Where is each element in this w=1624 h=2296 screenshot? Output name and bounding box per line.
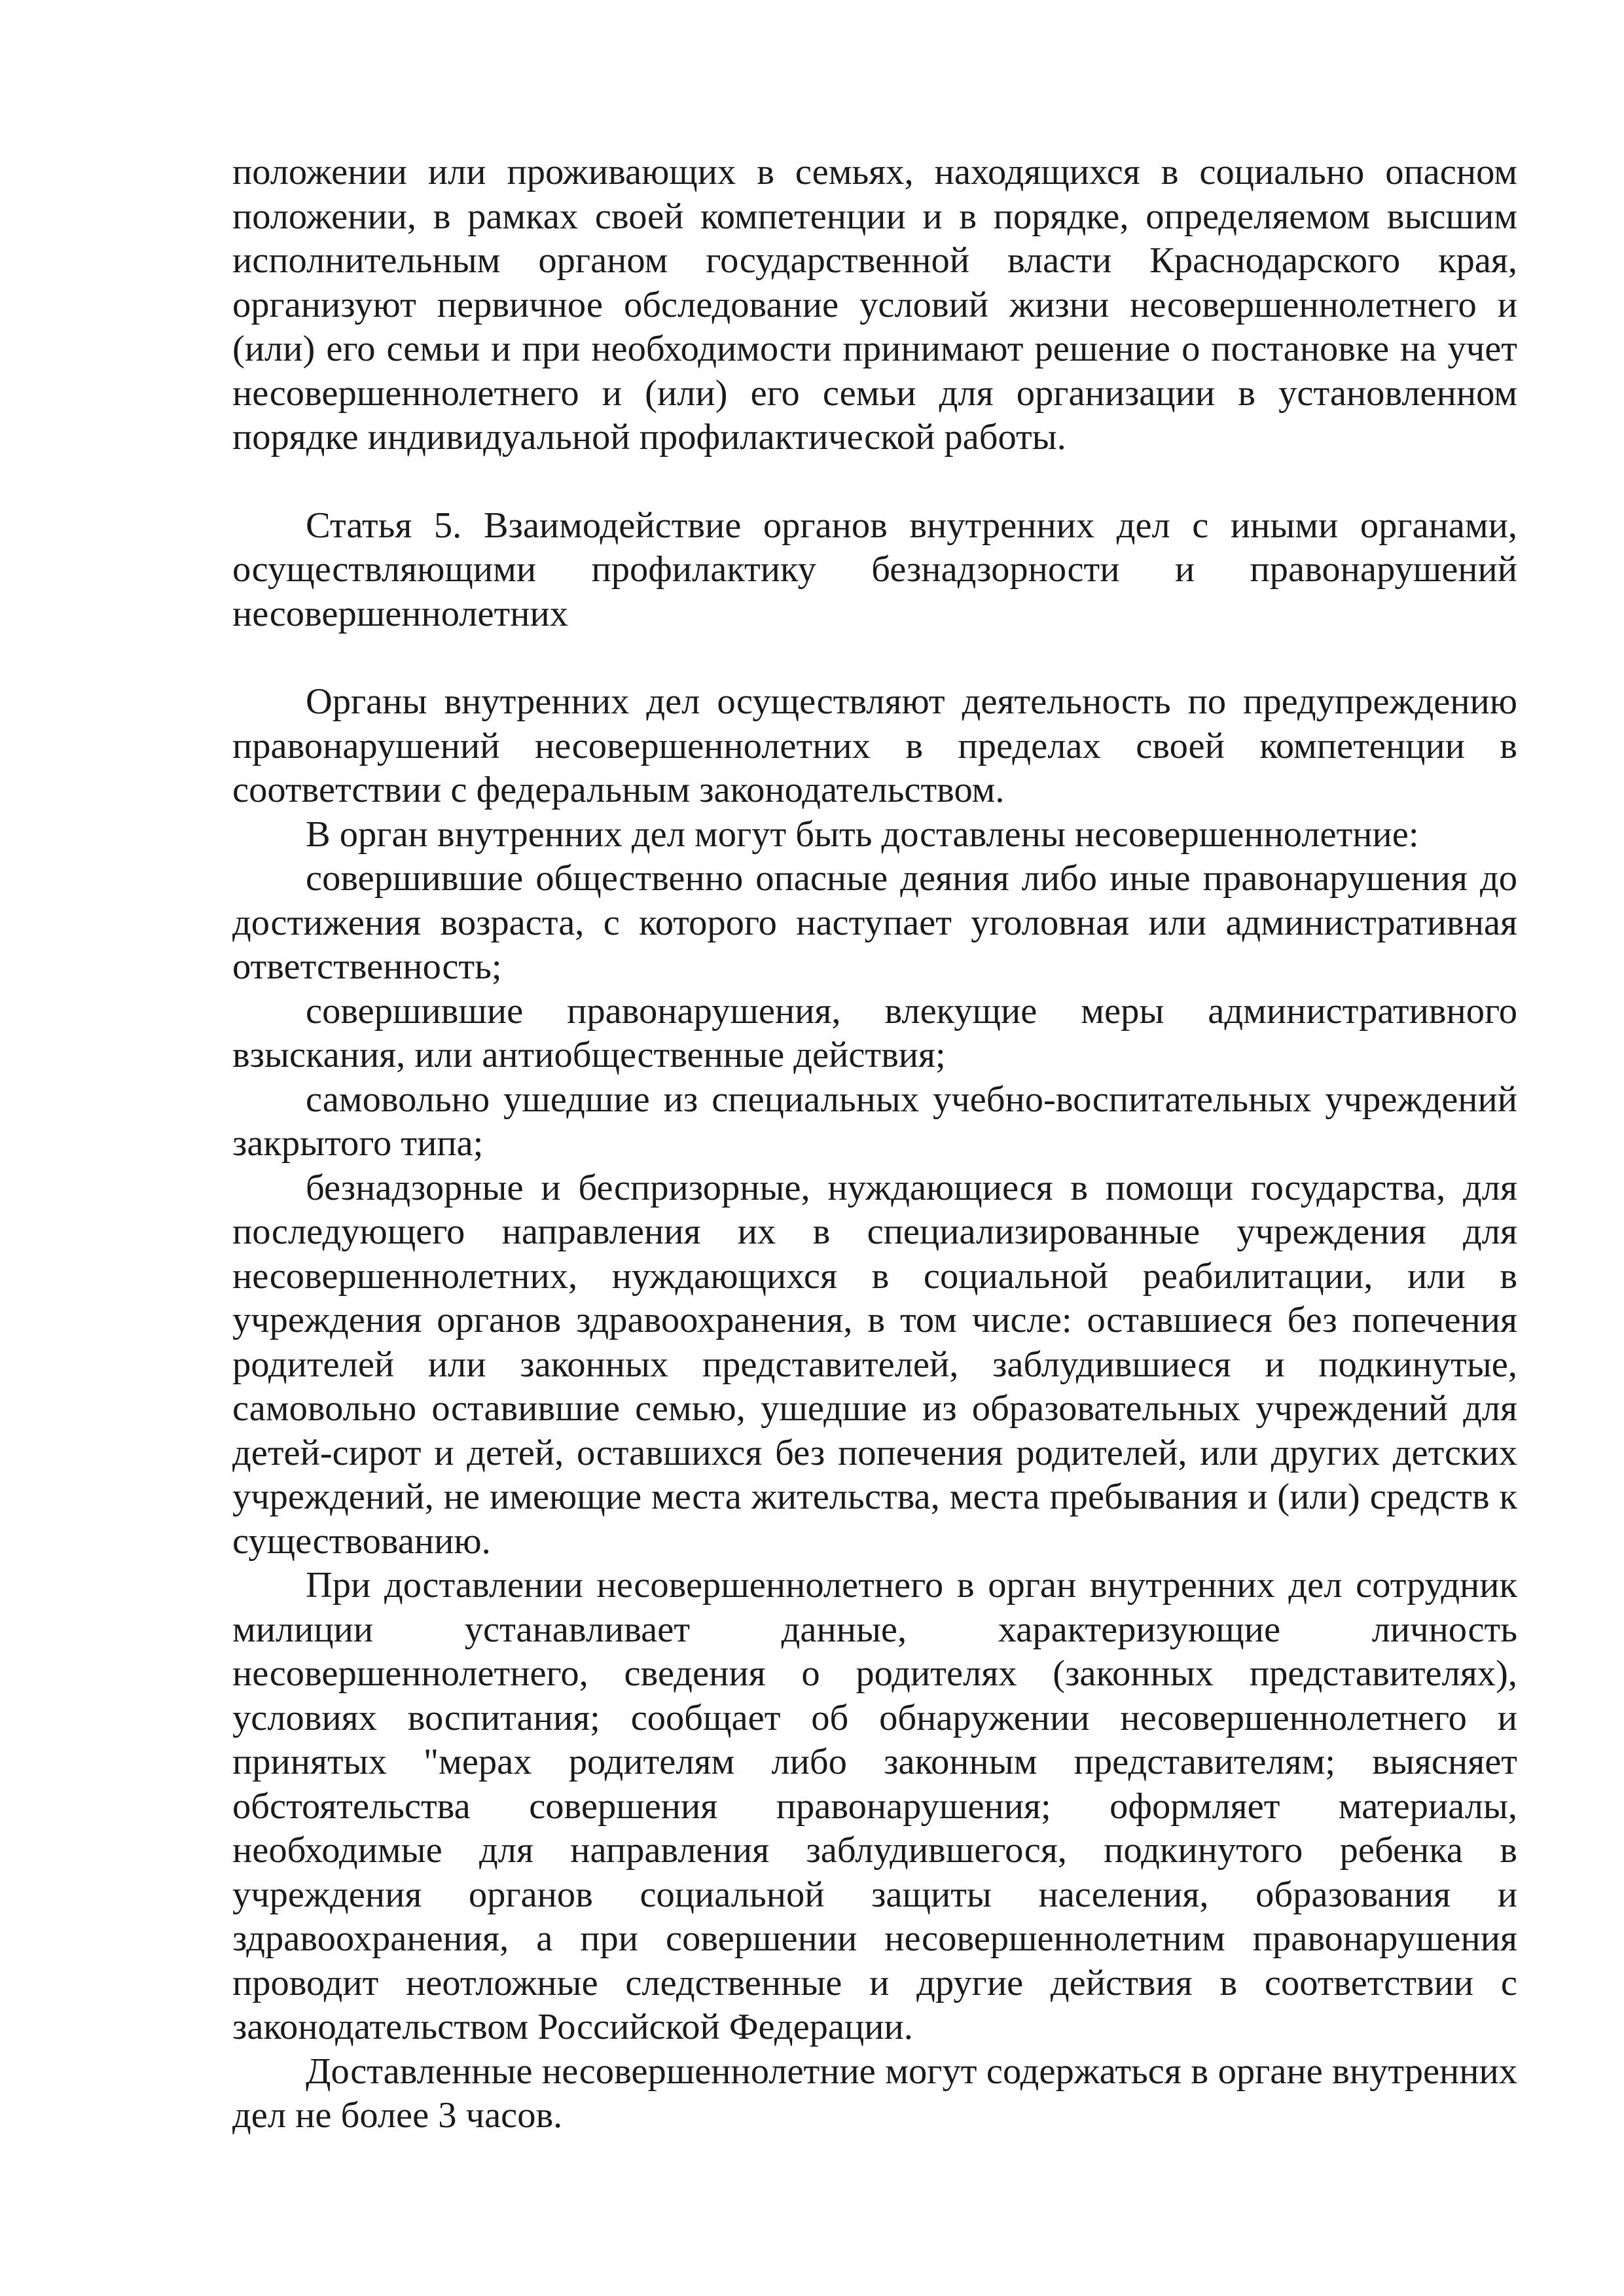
- spacer: [232, 636, 1517, 680]
- article-heading: Статья 5. Взаимодействие органов внутренних дел с иными органами, осуществляющими профилактику безнадзорности и правонарушений несовершеннолетних: [232, 505, 1517, 634]
- paragraph: совершившие общественно опасные деяния либо иные правонарушения до достижения возраста, с которого наступает уголовная или административная ответственность;: [232, 858, 1517, 987]
- paragraph: Органы внутренних дел осуществляют деятельность по предупреждению правонарушений несовершеннолетних в пределах своей компетенции в соответствии с федеральным законодательством.: [232, 681, 1517, 810]
- document-page: [232, 151, 1517, 2138]
- paragraph: При доставлении несовершеннолетнего в орган внутренних дел сотрудник милиции устанавливает данные, характеризующие личность несовершеннолетнего, сведения о родителях (законных представителях), условиях воспитания; сообщает об обнаружении несовершеннолетнего и принятых "мерах родителям либо законным представителям; выясняет обстоятельства совершения правонарушения; оформляет материалы, необходимые для направления заблудившегося, подкинутого ребенка в учреждения органов социальной защиты населения, образования и здравоохранения, а при совершении несовершеннолетним правонарушения проводит неотложные следственные и другие действия в соответствии с законодательством Российской Федерации.: [232, 1565, 1517, 2047]
- spacer: [232, 460, 1517, 504]
- paragraph: Доставленные несовершеннолетние могут содержаться в органе внутренних дел не более 3 часов.: [232, 2051, 1517, 2136]
- continuation-paragraph: положении или проживающих в семьях, находящихся в социально опасном положении, в рамках своей компетенции и в порядке, определяемом высшим исполнительным органом государственной власти Краснодарского края, организуют первичное обследование условий жизни несовершеннолетнего и (или) его семьи и при необходимости принимают решение о постановке на учет несовершеннолетнего и (или) его семьи для организации в установленном порядке индивидуальной профилактической работы.: [232, 152, 1517, 457]
- paragraph: В орган внутренних дел могут быть доставлены несовершеннолетние:: [306, 814, 1419, 855]
- paragraph: совершившие правонарушения, влекущие меры административного взыскания, или антиобщественные действия;: [232, 990, 1517, 1075]
- paragraph: самовольно ушедшие из специальных учебно-воспитательных учреждений закрытого типа;: [232, 1079, 1517, 1164]
- paragraph: безнадзорные и беспризорные, нуждающиеся в помощи государства, для последующего направления их в специализированные учреждения для несовершеннолетних, нуждающихся в социальной реабилитации, или в учреждения органов здравоохранения, в том числе: оставшиеся без попечения родителей или законных представителей, заблудившиеся и подкинутые, самовольно оставившие семью, ушедшие из образовательных учреждений для детей-сирот и детей, оставшихся без попечения родителей, или других детских учреждений, не имеющие места жительства, места пребывания и (или) средств к существованию.: [232, 1167, 1517, 1562]
